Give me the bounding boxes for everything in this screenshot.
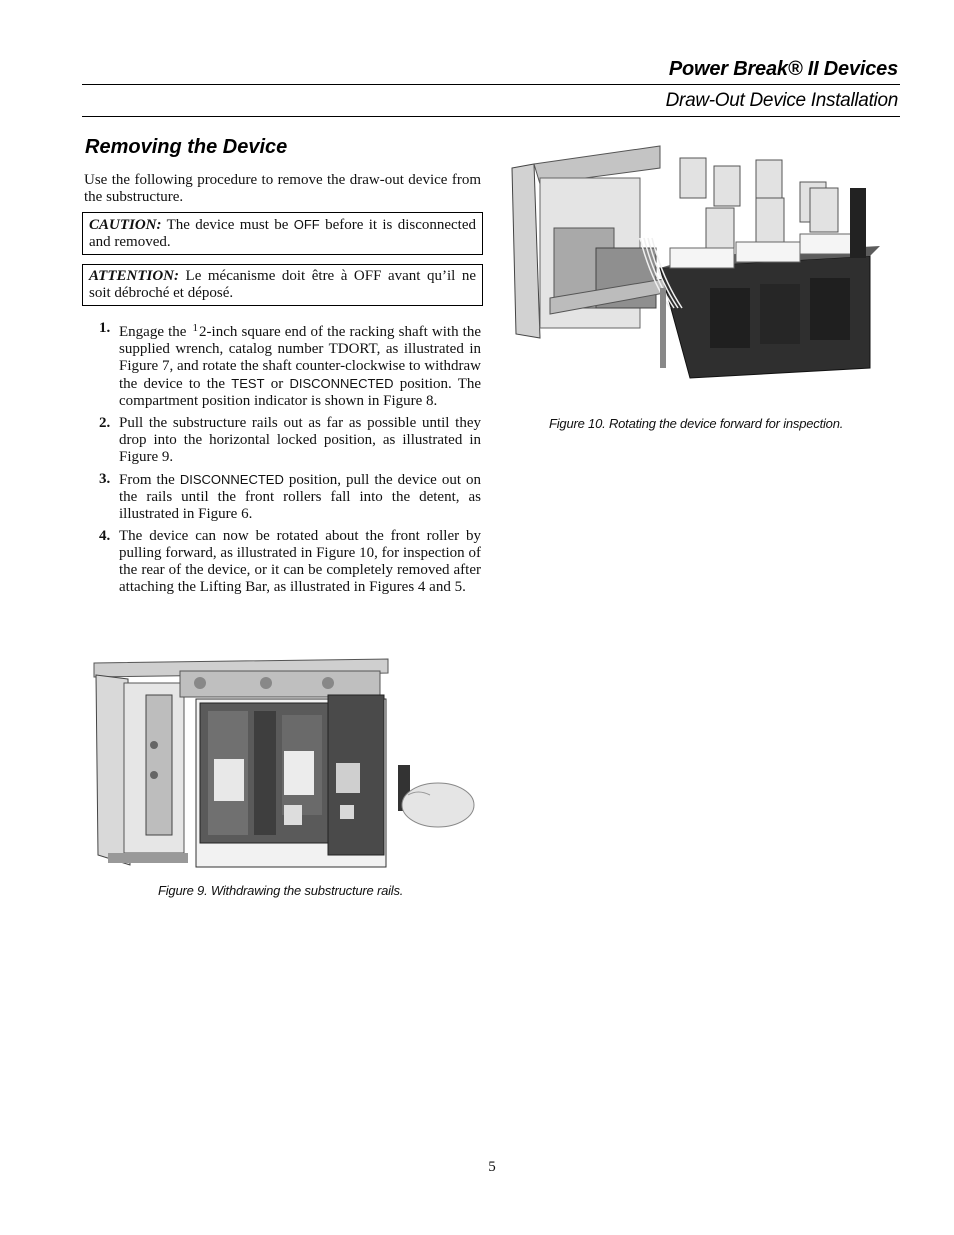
attention-box [82, 264, 483, 306]
header-title: Power Break® II Devices [668, 58, 898, 80]
step-item [84, 471, 481, 523]
fraction-denominator: 2 [199, 324, 207, 340]
step-item [84, 320, 481, 410]
header-rule-top [82, 84, 900, 85]
step-text: From the [119, 472, 175, 488]
caution-text-after: before it is disconnected and removed. [89, 217, 477, 250]
caution-off: OFF [293, 217, 320, 232]
figure-10-photo [510, 138, 890, 380]
caution-box [82, 212, 483, 255]
fraction-numerator: 1 [192, 322, 199, 334]
step-text: position. The compartment position indicator is shown in Figure 8. [119, 376, 482, 409]
intro-paragraph: Use the following procedure to remove the draw-out device from the substructure. [84, 172, 481, 205]
step-item [84, 415, 481, 466]
step-number: 1. [99, 320, 111, 336]
step-text: The device can now be rotated about the front roller by pulling forward, as illustrated in Figure 10, for inspection of the rear of the device, or it can be completely removed after attaching the Lifting Bar, as illustrated in Figures 4 and 5. [119, 528, 481, 595]
step-item [84, 528, 481, 596]
procedure-steps [84, 320, 481, 601]
header-subtitle: Draw-Out Device Installation [665, 90, 898, 111]
step-number: 2. [99, 415, 111, 431]
step-number: 3. [99, 471, 111, 487]
step-text: position, pull the device out on the rails until the front rollers fall into the detent, as illustrated in Figure 6. [119, 472, 481, 522]
step-text: Engage the [119, 324, 187, 340]
figure-9-caption: Figure 9. Withdrawing the substructure rails. [158, 883, 404, 898]
step-text: or [270, 376, 284, 392]
figure-10-caption: Figure 10. Rotating the device forward for inspection. [549, 416, 844, 431]
header-rule-bottom [82, 116, 900, 117]
caution-text-before: The device must be [166, 217, 289, 233]
figure-9-photo [88, 655, 482, 873]
caution-label: CAUTION: [89, 217, 162, 233]
attention-text: Le mécanisme doit être à OFF avant qu’il ne soit débroché et déposé. [89, 268, 477, 301]
section-title: Removing the Device [85, 136, 288, 158]
step-text: Pull the substructure rails out as far as possible until they drop into the horizontal locked position, as illustrated in Figure 9. [119, 415, 481, 465]
step-number: 4. [99, 528, 111, 544]
test-term: TEST [231, 376, 265, 391]
disconnected-term: DISCONNECTED [289, 376, 394, 391]
page-number: 5 [488, 1159, 496, 1175]
disconnected-term: DISCONNECTED [179, 472, 284, 487]
attention-label: ATTENTION: [89, 268, 179, 284]
step-text: -inch square end of the racking shaft with the supplied wrench, catalog number TDORT, as illustrated in Figure 7, and rotate the shaft counter-clockwise to withdraw the device to the [119, 324, 482, 392]
